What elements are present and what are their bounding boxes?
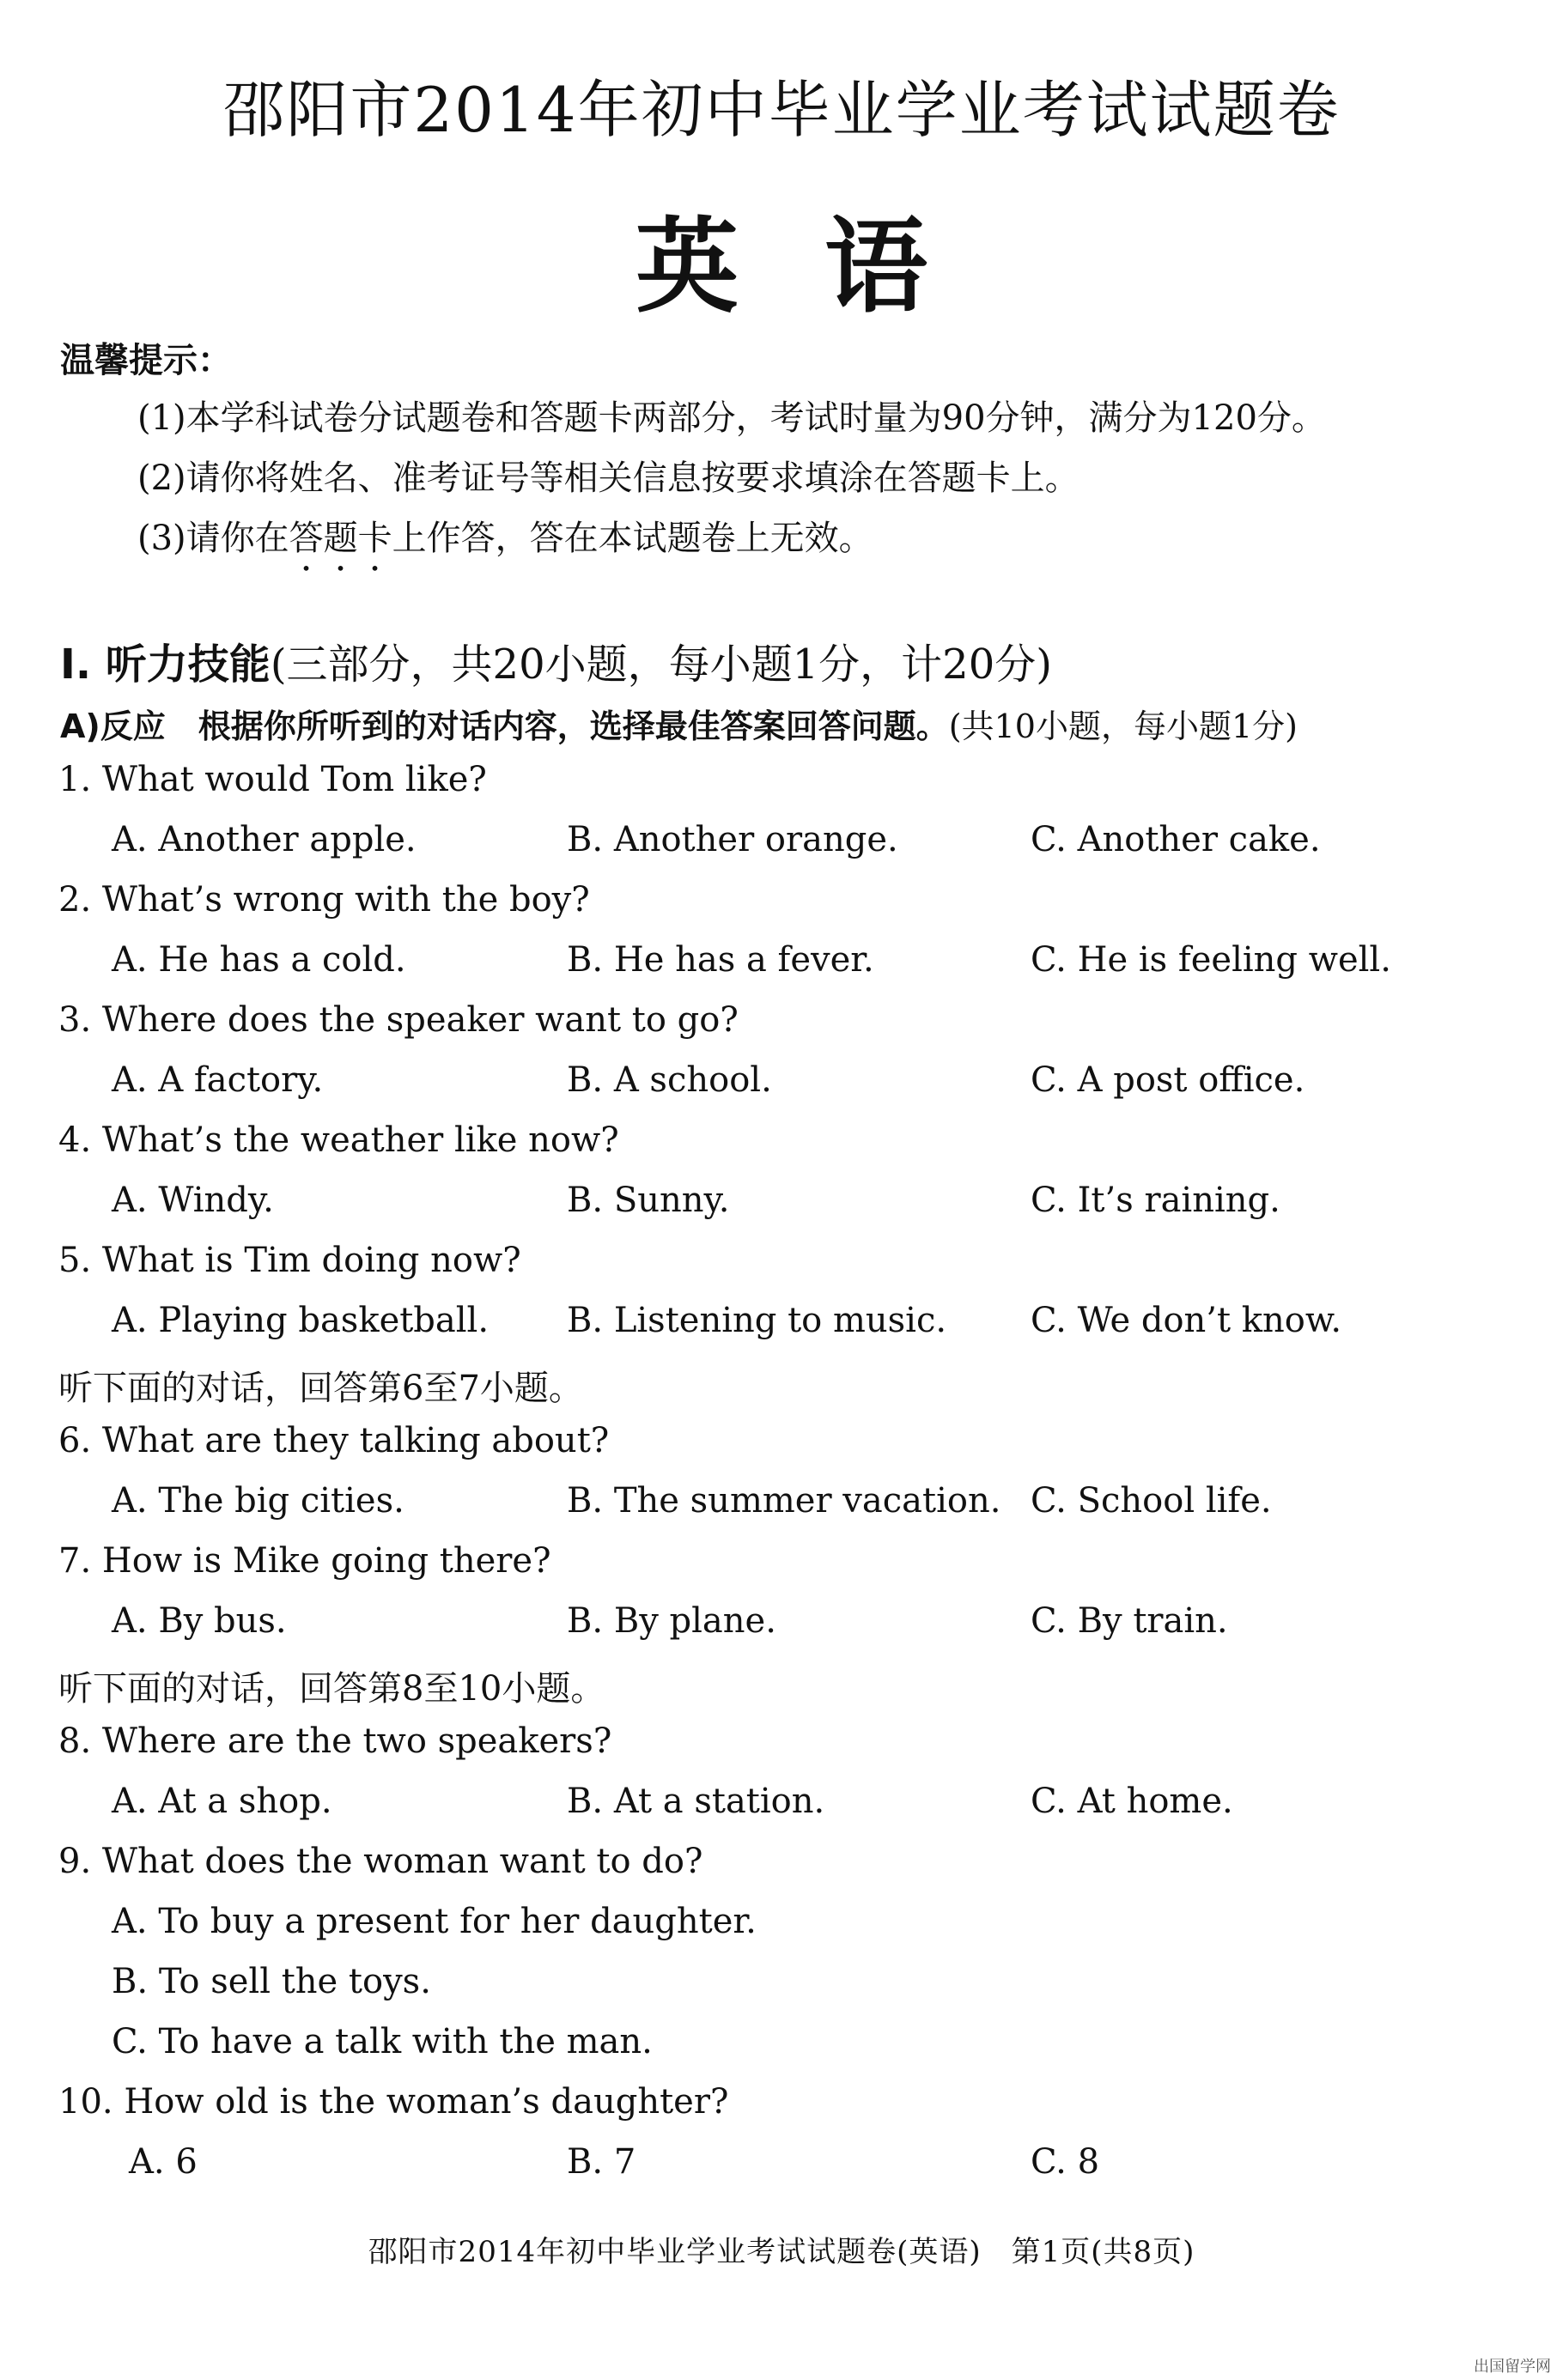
tips-heading: 温馨提示： bbox=[60, 341, 232, 380]
tip-item-3 bbox=[137, 511, 873, 579]
part-a-heading bbox=[60, 700, 1298, 747]
q7-option-a: A. By bus. bbox=[112, 1601, 287, 1641]
question-4: 4. What’s the weather like now? bbox=[58, 1120, 619, 1160]
subject-title: 英语 bbox=[636, 206, 1013, 327]
q7-option-c: C. By train. bbox=[1031, 1601, 1228, 1641]
q6-option-b: B. The summer vacation. bbox=[567, 1481, 1001, 1521]
q3-option-b: B. A school. bbox=[567, 1060, 772, 1100]
q4-option-c: C. It’s raining. bbox=[1031, 1181, 1280, 1220]
q3-option-a: A. A factory. bbox=[112, 1060, 324, 1100]
tip-item-3-emphasis: 答题卡 bbox=[289, 519, 392, 558]
q10-option-b: B. 7 bbox=[567, 2142, 636, 2182]
q7-option-b: B. By plane. bbox=[567, 1601, 776, 1641]
question-2: 2. What’s wrong with the boy? bbox=[58, 880, 590, 920]
q10-option-c: C. 8 bbox=[1031, 2142, 1100, 2182]
listening-note-1: 听下面的对话，回答第6至7小题。 bbox=[58, 1369, 583, 1408]
q9-option-c: C. To have a talk with the man. bbox=[112, 2022, 653, 2061]
question-1: 1. What would Tom like? bbox=[58, 760, 487, 799]
part-a-label: A)反应 根据你所听到的对话内容，选择最佳答案回答问题。 bbox=[60, 707, 949, 745]
question-8: 8. Where are the two speakers? bbox=[58, 1721, 612, 1761]
q4-option-b: B. Sunny. bbox=[567, 1181, 730, 1220]
q1-option-c: C. Another cake. bbox=[1031, 820, 1321, 859]
q5-option-c: C. We don’t know. bbox=[1031, 1301, 1342, 1340]
q4-option-a: A. Windy. bbox=[112, 1181, 274, 1220]
question-6: 6. What are they talking about? bbox=[58, 1421, 610, 1460]
q1-option-b: B. Another orange. bbox=[567, 820, 898, 859]
q3-option-c: C. A post office. bbox=[1031, 1060, 1305, 1100]
question-5: 5. What is Tim doing now? bbox=[58, 1241, 521, 1280]
q8-option-a: A. At a shop. bbox=[112, 1782, 332, 1821]
q5-option-a: A. Playing basketball. bbox=[112, 1301, 490, 1340]
page-footer: 邵阳市2014年初中毕业学业考试试题卷(英语) 第1页(共8页) bbox=[368, 2235, 1195, 2269]
q10-option-a: A. 6 bbox=[129, 2142, 198, 2182]
q8-option-c: C. At home. bbox=[1031, 1782, 1233, 1821]
section-label: Ⅰ. 听力技能 bbox=[60, 641, 271, 689]
q2-option-c: C. He is feeling well. bbox=[1031, 940, 1391, 980]
q9-option-a: A. To buy a present for her daughter. bbox=[112, 1902, 757, 1941]
q6-option-a: A. The big cities. bbox=[112, 1481, 404, 1521]
tip-item-1: (1)本学科试卷分试题卷和答题卡两部分，考试时量为90分钟，满分为120分。 bbox=[137, 398, 1326, 438]
tip-item-3-after: 上作答，答在本试题卷上无效。 bbox=[392, 519, 873, 558]
part-a-desc: (共10小题，每小题1分) bbox=[948, 707, 1298, 745]
question-3: 3. Where does the speaker want to go? bbox=[58, 1000, 739, 1040]
listening-note-2: 听下面的对话，回答第8至10小题。 bbox=[58, 1669, 605, 1709]
q2-option-b: B. He has a fever. bbox=[567, 940, 874, 980]
q8-option-b: B. At a station. bbox=[567, 1782, 825, 1821]
section-heading bbox=[60, 631, 1052, 690]
question-7: 7. How is Mike going there? bbox=[58, 1541, 551, 1581]
question-10: 10. How old is the woman’s daughter? bbox=[58, 2082, 729, 2122]
exam-title: 邵阳市2014年初中毕业学业考试试题卷 bbox=[222, 74, 1341, 146]
q2-option-a: A. He has a cold. bbox=[112, 940, 406, 980]
q5-option-b: B. Listening to music. bbox=[567, 1301, 947, 1340]
q9-option-b: B. To sell the toys. bbox=[112, 1962, 431, 2001]
q6-option-c: C. School life. bbox=[1031, 1481, 1272, 1521]
question-9: 9. What does the woman want to do? bbox=[58, 1842, 703, 1881]
tip-item-3-before: (3)请你在 bbox=[137, 519, 289, 558]
q1-option-a: A. Another apple. bbox=[112, 820, 417, 859]
tip-item-2: (2)请你将姓名、准考证号等相关信息按要求填涂在答题卡上。 bbox=[137, 458, 1080, 498]
site-watermark: 出国留学网 bbox=[1474, 2358, 1551, 2376]
section-desc: (三部分，共20小题，每小题1分，计20分) bbox=[270, 641, 1052, 689]
